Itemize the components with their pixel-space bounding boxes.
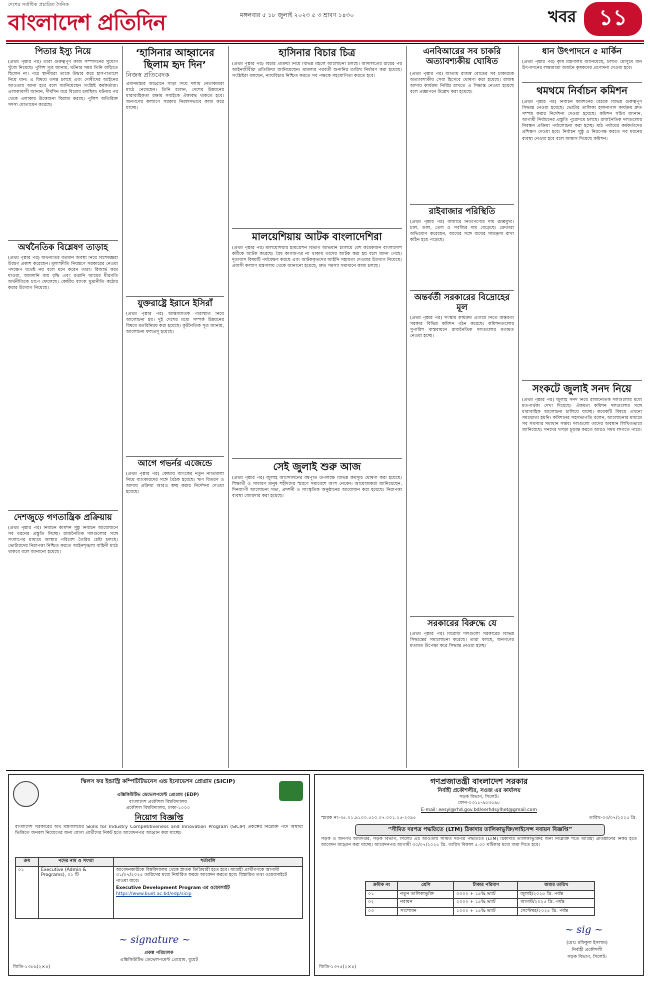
link-label: Executive Development Program এর ওয়েবসাইট — [116, 886, 230, 892]
th-0: ক্রমিক নং — [366, 882, 398, 891]
cell: ২০০০ + ১৫% ভ্যাট — [454, 899, 518, 908]
ad-signer-org: সড়ক বিভাগ, সিলেট। — [567, 955, 607, 960]
th-terms: শর্তাবলি — [114, 858, 303, 867]
cell: সেপ্টেম্বর/২০২৫ খ্রি. পর্যন্ত — [518, 907, 595, 916]
divider — [8, 510, 118, 511]
masthead — [0, 0, 650, 50]
cell: ০৩ — [366, 907, 398, 916]
ad-ref: জিডি-১৩৮৯(২×৪) — [13, 965, 51, 970]
divider — [232, 228, 402, 229]
ad-signer: (মোঃ রফিকুল ইসলাম) — [566, 941, 608, 946]
logo-text: বাংলাদেশ প্রতিদিন — [8, 10, 166, 36]
col2-headline-3[interactable]: আগে গভর্নর এজেন্ডে — [137, 459, 213, 469]
divider — [522, 380, 642, 381]
divider — [8, 240, 118, 241]
column-rule — [228, 46, 229, 768]
col6-headline-2[interactable]: থমথমে নির্বাচন কমিশন — [536, 86, 628, 97]
ad-date: তারিখ-০৩/০৭/২০২৫ খ্রি. — [589, 816, 637, 821]
ad-division: সড়ক বিভাগ, সিলেট। — [459, 795, 499, 800]
col1-body-2: (প্রথম পৃষ্ঠার পর) অর্থনীতির বর্তমান অবস্থা নিয়ে বিশেষজ্ঞরা উদ্বেগ প্রকাশ করেছেন। মূল্যস্ফীতি নিয়ন্ত্রণে সরকারের নেওয়া পদক্ষেপ যথেষ্ট নয় বলে মনে করেন তারা। রিজার্ভ কমে যাওয়া, আমদানি ব্যয় বৃদ্ধি এবং রপ্তানি আয়ের ধীরগতি অর্থনীতিকে চাপে ফেলেছে। কেন্দ্রীয় ব্যাংক মুদ্রানীতি কঠোর করার উদ্যোগ নিয়েছে। — [8, 256, 118, 292]
signature: ~ sig ~ — [565, 925, 603, 936]
col6-headline-1[interactable]: ধান উৎপাদনে ৫ মার্কিন — [542, 47, 622, 57]
ad-email[interactable]: E-mail: eesyl@rhd.gov.bd/eerhdsylhet@gmail.com — [421, 808, 537, 813]
signature: ~ signature ~ — [119, 935, 191, 946]
cell: ১০০০ + ১৫% ভ্যাট — [454, 907, 518, 916]
col1-body-3: (প্রথম পৃষ্ঠার পর) নির্বাচন কমিশন সুষ্ঠু নির্বাচন আয়োজনে সব ধরনের প্রস্তুতি নিচ্ছে। রাজনৈতিক দলগুলোর সঙ্গে সংলাপের মাধ্যমে আস্থার পরিবেশ তৈরির চেষ্টা চলছে। ভোটারদের নিরাপত্তা নিশ্চিত করতে আইনশৃঙ্খলা বাহিনী মাঠে থাকবে বলে জানানো হয়েছে। — [8, 526, 118, 556]
dateline: মঙ্গলবার ৫ ১৮ জুলাই ২০২৩ ৫ ৩ শ্রাবণ ১৪৩০ — [240, 12, 354, 19]
ad-sub2: বাংলাদেশ প্রকৌশল বিশ্ববিদ্যালয় — [128, 800, 188, 805]
cell: ০১ — [366, 890, 398, 899]
col2-headline-1[interactable]: ‘হাসিনার আহ্বানের ছিলাম হৃদ দিন’ — [135, 48, 215, 71]
col2-body-1: প্রধানমন্ত্রীর আহ্বানে সাড়া দিয়ে দলীয় নেতাকর্মীরা মাঠে নেমেছেন। তিনি বলেন, দেশের উন্নয়নের ধারাবাহিকতা রক্ষায় সবাইকে ঐক্যবদ্ধ থাকতে হবে। জনগণের কল্যাণে সরকার নিরলসভাবে কাজ করে যাচ্ছে। — [126, 82, 224, 112]
col1-headline-3[interactable]: দেশজুড়ে গণতান্ত্রিক প্রক্রিয়ায় — [13, 513, 113, 523]
cell: নতুন তালিকাভুক্তি — [398, 890, 454, 899]
ad-signer: প্রকল্প পরিচালক — [144, 951, 174, 956]
divider — [232, 458, 402, 459]
gov-seal-icon — [13, 781, 39, 807]
col5-body-2: (প্রথম পৃষ্ঠার পর) বাজারে নিত্যপণ্যের দাম ঊর্ধ্বমুখী। চাল, ডাল, তেল ও সবজির দাম বেড়েছে। ক্রেতারা অভিযোগ করেছেন, আয়ের সঙ্গে ব্যয়ের সামঞ্জস্য রাখা কঠিন হয়ে পড়েছে। — [410, 220, 514, 244]
section-name: খবর — [548, 7, 577, 26]
col5-body-3: (প্রথম পৃষ্ঠার পর) সংস্কার কার্যক্রম এগিয়ে নিতে অন্তর্বর্তী সরকার বিভিন্ন কমিশন গঠন করেছে। কমিশনগুলোর সুপারিশ বাস্তবায়নে রাজনৈতিক দলগুলোর মতামত নেওয়া হচ্ছে। — [410, 316, 514, 340]
ad-table-header — [366, 882, 595, 891]
ad-address: প্রকৌশল বিশ্ববিদ্যালয়, ঢাকা-১০০০ — [126, 806, 190, 811]
ad-title: নিয়োগ বিজ্ঞপ্তি — [134, 813, 184, 822]
col2-byline: নিজস্ব প্রতিবেদক — [126, 71, 170, 79]
newspaper-logo[interactable] — [8, 6, 238, 40]
th-post: পদের নাম ও সংখ্যা — [39, 858, 114, 867]
divider — [410, 290, 514, 291]
cell-post: Executive (Admin & Programs), ০১ টি — [39, 866, 114, 918]
col1-headline-1[interactable]: পিতার ইস্যু নিয়ে — [34, 47, 92, 57]
table-row — [366, 890, 595, 899]
ad-table — [365, 881, 595, 916]
ad-title-box — [355, 824, 605, 836]
sicip-logo-icon — [279, 781, 303, 801]
ad-phone: ফোন-০৩১৮-৯৫৩৫৯৮ — [457, 801, 501, 806]
ad-org: স্কিলস ফর ইন্ডাস্ট্রি কম্পিটিটিভনেস এন্ড ইনোভেশন প্রোগ্রাম (SICIP) — [80, 779, 236, 785]
col34-headline-3[interactable]: সেই জুলাই শুরু আজ — [273, 462, 361, 473]
cell: নবায়ন — [398, 899, 454, 908]
cell-terms — [114, 866, 303, 918]
sicip-recruitment-ad — [8, 774, 310, 976]
col5-body-1: (প্রথম পৃষ্ঠার পর) জাতীয় রাজস্ব বোর্ডের সব চাকরিকে অত্যাবশ্যকীয় সেবা হিসেবে ঘোষণা করা হয়েছে। রাজস্ব আদায় কার্যক্রম নির্বিঘ্ন রাখতে এ সিদ্ধান্ত নেওয়া হয়েছে বলে প্রজ্ঞাপনে উল্লেখ করা হয়েছে। — [410, 72, 514, 96]
column-rule — [122, 46, 123, 768]
cell: জুলাই/২০২৫ খ্রি. পর্যন্ত — [518, 890, 595, 899]
ad-intro: বাংলাদেশ সরকারের অর্থ মন্ত্রণালয়ের Skills for Industry Competitiveness and Innovation Program (SICIP) প্রকল্পের নিম্নোক্ত পদে অস্থায়ী ভিত্তিতে জনবল নিয়োগের জন্য যোগ্য প্রার্থীদের নিকট হতে আবেদনপত্র আহ্বান করা যাচ্ছে। — [15, 825, 303, 837]
divider — [410, 616, 514, 617]
ad-table-header — [16, 858, 303, 867]
cell: ০২ — [366, 899, 398, 908]
col1-headline-2[interactable]: অর্থনৈতিক বিশ্লেষণ তাড়াহ — [18, 243, 108, 253]
ad-table — [15, 857, 303, 919]
col1-body-1: (প্রথম পৃষ্ঠার পর) তারা গুরুত্বপূর্ণ কাজ সম্পাদনের সুযোগ খুঁজে নিয়েছে। পুলিশ সূত্র জানায়, ঘটনার সময় তিনি বাড়িতে ছিলেন না। পরে স্থানীয়রা তাকে উদ্ধার করে হাসপাতালে নিয়ে যান। এ বিষয়ে তদন্ত চলছে এবং দোষীদের আইনের আওতায় আনা হবে বলে জানিয়েছেন সংশ্লিষ্ট কর্মকর্তারা। এলাকাবাসী জানান, দীর্ঘদিন ধরে বিরোধ চলছিল। ঘটনার পর থেকে এলাকায় উত্তেজনা বিরাজ করছে। পুলিশ অতিরিক্ত সদস্য মোতায়েন করেছে। — [8, 60, 118, 108]
cell: ৩০০০ + ১৫% ভ্যাট — [454, 890, 518, 899]
col34-body-2: (প্রথম পৃষ্ঠার পর) মালয়েশিয়ার ইমিগ্রেশন বিভাগ অভিযান চালিয়ে বেশ কয়েকজন বাংলাদেশি কর্মীকে আটক করেছে। বৈধ কাগজপত্র না থাকায় তাদের আটক করা হয় বলে জানা গেছে। দূতাবাস বিষয়টি পর্যবেক্ষণ করছে এবং আটককৃতদের আইনি সহায়তা দেওয়ার উদ্যোগ নিয়েছে। প্রবাসী কল্যাণ মন্ত্রণালয় থেকে জানানো হয়েছে, দ্রুত সমস্যা সমাধানে কাজ চলছে। — [232, 246, 402, 270]
ads-separator — [6, 770, 644, 771]
ad-sub: এক্সিকিউটিভ ডেভেলপমেন্ট প্রোগ্রাম (EDP) — [117, 793, 199, 798]
col6-body-2: (প্রথম পৃষ্ঠার পর) নির্বাচন কমিশনের বৈঠকে বিভিন্ন গুরুত্বপূর্ণ সিদ্ধান্ত নেওয়া হয়েছে। ভোটার তালিকা হালনাগাদ কার্যক্রম দ্রুত সম্পন্ন করার নির্দেশনা দেওয়া হয়েছে। কমিশন সচিব জানান, আগামী নির্বাচনের প্রস্তুতি পুরোদমে চলছে। রাজনৈতিক দলগুলোর নিবন্ধন প্রক্রিয়া পর্যালোচনা করা হচ্ছে। মাঠ পর্যায়ের কর্মকর্তাদের প্রশিক্ষণ দেওয়া হবে। নির্বাচন সুষ্ঠু ও নিরপেক্ষ করতে সব ধরনের ব্যবস্থা নেওয়া হবে বলে আশ্বাস দিয়েছে কমিশন। — [522, 100, 642, 142]
col2-body-2: (প্রথম পৃষ্ঠার পর) আন্তর্জাতিক পরিস্থিতি নিয়ে আলোচনা হয়। দুই দেশের মধ্যে সম্পর্ক উন্নয়নের বিষয়ে মতবিনিময় করা হয়েছে। কূটনৈতিক সূত্র জানায়, আলোচনা ফলপ্রসূ হয়েছে। — [126, 312, 224, 336]
ad-memo: স্মারক নং-৩৫.০১.৯১০০.৫২০.০৭.০০১.২৫-২০৯৫ — [321, 816, 417, 821]
col2-headline-2[interactable]: যুক্তরাষ্ট্রে ইরানে ইসিরাঁ — [137, 299, 213, 309]
rhd-tender-ad — [314, 774, 644, 976]
col5-headline-2[interactable]: রাইবাজার পরিস্থিতি — [428, 207, 496, 217]
col5-headline-3[interactable]: অন্তর্বর্তী সরকারের বিদ্রোহের মূল — [414, 293, 510, 313]
divider — [522, 82, 642, 83]
tagline: দেশের সর্বাধিক প্রচারিত দৈনিক — [8, 2, 69, 8]
col34-body-1: (প্রথম পৃষ্ঠার পর) বিচার প্রক্রিয়া নিয়ে বিভিন্ন মহলে আলোচনা চলছে। আদালতের রায়ের পর আইনজীবীরা প্রতিক্রিয়া জানিয়েছেন। মামলার পরবর্তী শুনানির তারিখ নির্ধারণ করা হয়েছে। সংশ্লিষ্টরা বলছেন, ন্যায়বিচার নিশ্চিত করতে সব পক্ষকে সহযোগিতা করতে হবে। — [232, 62, 402, 80]
cell: আগস্ট/২০২৫ খ্রি. পর্যন্ত — [518, 899, 595, 908]
page-number-badge: ১১ — [584, 2, 642, 36]
ad-title: “সীমিত দরপত্র পদ্ধতিতে (LTM) ঠিকাদার তালিকাভুক্তি/লাইসেন্স নবায়ন বিজ্ঞপ্তি” — [387, 827, 573, 833]
masthead-rule — [6, 40, 644, 42]
col6-headline-3[interactable]: সংকটে জুলাই সনদ নিয়ে — [532, 384, 632, 395]
col2-body-3: (প্রথম পৃষ্ঠার পর) কেন্দ্রীয় ব্যাংকের নতুন নীতিমালা নিয়ে ব্যাংকারদের সঙ্গে বৈঠক হয়েছে। ঋণ বিতরণ ও আদায় প্রক্রিয়া আরও স্বচ্ছ করার নির্দেশনা দেওয়া হয়েছে। — [126, 472, 224, 496]
col6-body-3: (প্রথম পৃষ্ঠার পর) জুলাই সনদ নিয়ে রাজনৈতিক দলগুলোর মধ্যে মতপার্থক্য দেখা দিয়েছে। ঐকমত্য কমিশন দলগুলোর সঙ্গে ধারাবাহিক আলোচনা চালিয়ে যাচ্ছে। কয়েকটি বিষয়ে এখনো সমঝোতা হয়নি। কমিশনের সহসভাপতি বলেন, আলোচনার মাধ্যমে সব সমস্যার সমাধান সম্ভব। দলগুলো তাদের অবস্থান লিখিতভাবে জানিয়েছে। সনদের খসড়া চূড়ান্ত করতে আরও সময় লাগতে পারে। — [522, 398, 642, 434]
ad-ref: জিডি-১৩৭৪(২×৪) — [319, 965, 357, 970]
cell: সংশোধন — [398, 907, 454, 916]
ad-gov: গণপ্রজাতন্ত্রী বাংলাদেশ সরকার — [430, 777, 528, 786]
col34-headline-1[interactable]: হাসিনার বিচার চিত্র — [278, 48, 356, 59]
ad-office: নির্বাহী প্রকৌশলীর, সওজ এর কার্যালয় — [437, 788, 521, 794]
divider — [126, 296, 224, 297]
table-row — [366, 899, 595, 908]
th-3: জমার তারিখ — [518, 882, 595, 891]
masthead-rule-thin — [6, 43, 644, 44]
col5-headline-4[interactable]: সরকারের বিরুদ্ধে যে — [427, 619, 497, 629]
th-1: শ্রেণি — [398, 882, 454, 891]
divider — [410, 204, 514, 205]
ad-signer-title: নির্বাহী প্রকৌশলী — [571, 948, 603, 953]
table-row — [366, 907, 595, 916]
th-2: টাকার পরিমাণ — [454, 882, 518, 891]
th-num: ক্রম — [16, 858, 39, 867]
cell-num: ০১ — [16, 866, 39, 918]
col6-body-1: (প্রথম পৃষ্ঠার পর) কৃষি মন্ত্রণালয় জানিয়েছে, চলতি মৌসুমে ধান উৎপাদনের লক্ষ্যমাত্রা অর্জনে কৃষকদের প্রণোদনা দেওয়া হবে। — [522, 60, 642, 72]
table-row — [16, 866, 303, 918]
col34-headline-2[interactable]: মালয়েশিয়ায় আটক বাংলাদেশিরা — [252, 232, 382, 243]
divider — [126, 456, 224, 457]
column-rule — [406, 46, 407, 768]
col34-body-3: (প্রথম পৃষ্ঠার পর) জুলাই আন্দোলনের বর্ষপূর্তি উপলক্ষে বিভিন্ন কর্মসূচি ঘোষণা করা হয়েছে। শিক্ষার্থী ও সাধারণ মানুষ শহীদদের স্মরণে সমাবেশে অংশ নেবেন। আয়োজকরা জানিয়েছেন, দিনব্যাপী আলোচনা সভা, প্রদর্শনী ও সাংস্কৃতিক অনুষ্ঠানের আয়োজন করা হয়েছে। নিরাপত্তা ব্যবস্থা জোরদার করা হয়েছে। — [232, 476, 402, 500]
ad-body: সড়ক ও জনপথ অধিদপ্তর, সড়ক বিভাগ, সিলেট এর আওতায় সীমিত দরপত্র পদ্ধতিতে (LTM) ঠিকাদার তালিকাভুক্তির জন্য নিম্নোক্ত শর্তে আগ্রহী প্রতিষ্ঠানের নিকট হতে আবেদন আহ্বান করা যাচ্ছে। আবেদনপত্র আগামী ৩০/০৭/২০২৫ খ্রি. তারিখ বিকাল ৫.০০ ঘটিকার মধ্যে জমা দিতে হবে। — [321, 837, 637, 849]
col5-body-4: (প্রথম পৃষ্ঠার পর) বিরোধী দলগুলো সরকারের বিভিন্ন সিদ্ধান্তের সমালোচনা করেছে। তারা বলছে, জনগণের মতামত উপেক্ষা করে সিদ্ধান্ত নেওয়া হচ্ছে। — [410, 632, 514, 650]
col5-headline-1[interactable]: এনবিআরের সব চাকরি অত্যাবশ্যকীয় ঘোষিত — [423, 47, 501, 67]
terms-text: আবেদনকারীকে বিশ্ববিদ্যালয় থেকে স্নাতক ডিগ্রিধারী হতে হবে। আগ্রহী প্রার্থীগণকে আগামী ৩১/০৭/২০২৫ তারিখের মধ্যে নির্ধারিত ফরমে আবেদন করতে হবে। বিস্তারিত তথ্য ওয়েবসাইটে পাওয়া যাবে। — [116, 867, 287, 884]
column-rule — [518, 46, 519, 768]
ad-signer-org: এক্সিকিউটিভ ডেভেলপমেন্ট প্রোগ্রাম, বুয়েট — [120, 958, 198, 963]
ad-link[interactable]: https://www.buet.ac.bd/edp/sicip — [116, 891, 192, 897]
